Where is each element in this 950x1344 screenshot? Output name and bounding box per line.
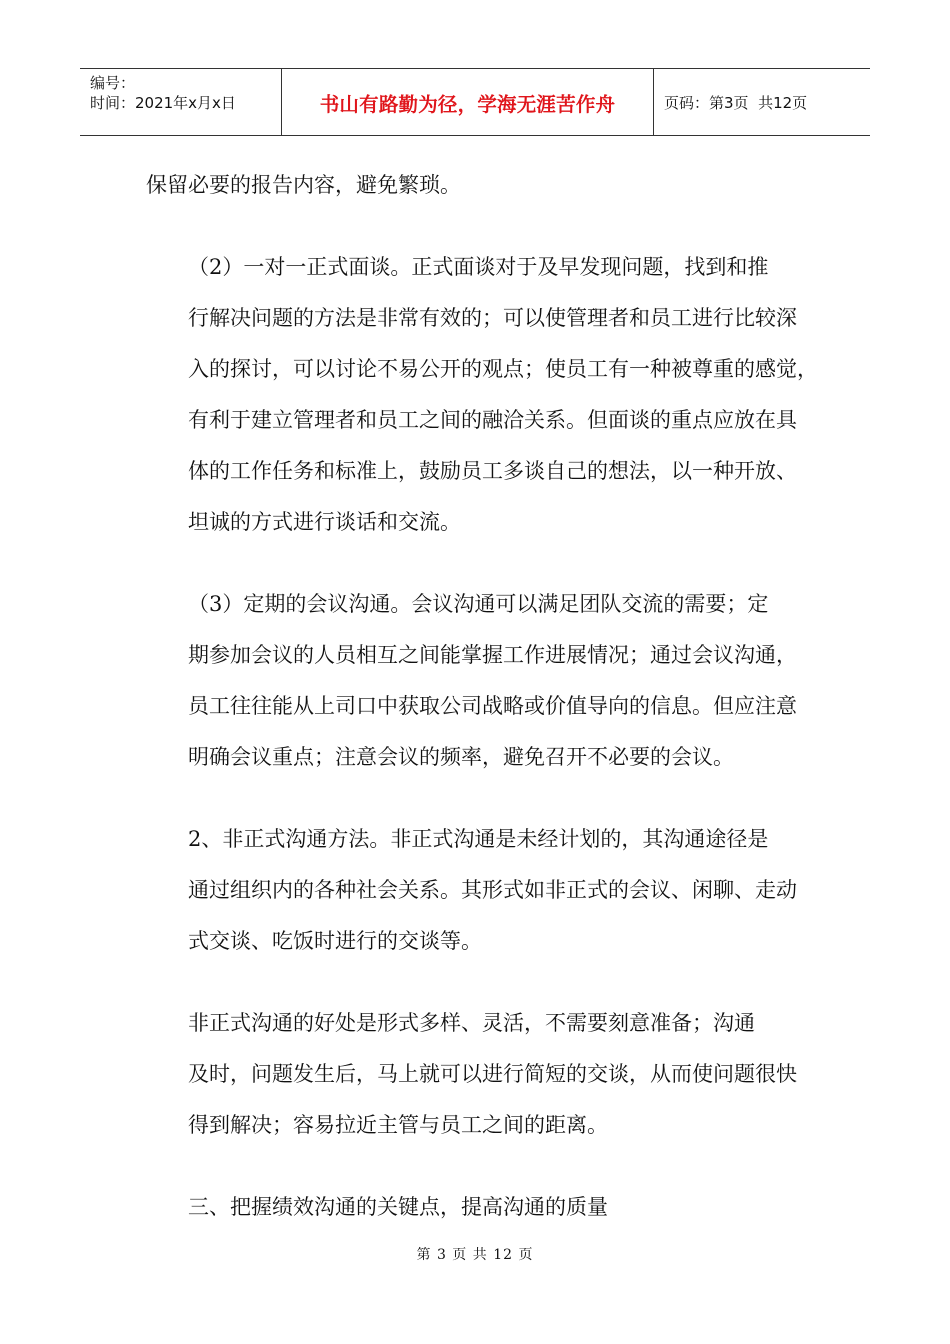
text-line: 式交谈、吃饭时进行的交谈等。 [188, 929, 482, 953]
text-line: 期参加会议的人员相互之间能掌握工作进展情况；通过会议沟通， [188, 643, 797, 667]
text-line: 体的工作任务和标准上，鼓励员工多谈自己的想法，以一种开放、 [188, 459, 797, 483]
section-heading [146, 1182, 846, 1233]
text-line: （3）定期的会议沟通。会议沟通可以满足团队交流的需要；定 [188, 592, 769, 616]
header-motto-cell [282, 69, 654, 135]
text-line: 及时，问题发生后，马上就可以进行简短的交谈，从而使问题很快 [188, 1062, 797, 1086]
text-line: 员工往往能从上司口中获取公司战略或价值导向的信息。但应注意 [188, 694, 797, 718]
text-line: 通过组织内的各种社会关系。其形式如非正式的会议、闲聊、走动 [188, 878, 797, 902]
text-line: 行解决问题的方法是非常有效的；可以使管理者和员工进行比较深 [188, 306, 797, 330]
paragraph-informal-methods [146, 814, 846, 967]
page-header [80, 68, 870, 136]
footer-page-number: 第 3 页 共 12 页 [416, 1247, 534, 1263]
document-number-label: 编号： [90, 74, 136, 92]
text-line: 得到解决；容易拉近主管与员工之间的距离。 [188, 1113, 608, 1137]
text-line: （2）一对一正式面谈。正式面谈对于及早发现问题，找到和推 [188, 255, 769, 279]
paragraph-informal-benefits [146, 998, 846, 1151]
text-line: 保留必要的报告内容，避免繁琐。 [146, 173, 461, 197]
header-motto: 书山有路勤为径，学海无涯苦作舟 [319, 93, 616, 116]
text-line: 有利于建立管理者和员工之间的融洽关系。但面谈的重点应放在具 [188, 408, 797, 432]
header-page-cell [654, 69, 870, 135]
paragraph-regular-meetings [146, 579, 846, 783]
document-body [146, 160, 846, 1264]
document-date-label: 时间：2021年x月x日 [90, 94, 236, 112]
header-meta-cell [80, 69, 282, 135]
text-line: 入的探讨，可以讨论不易公开的观点；使员工有一种被尊重的感觉， [188, 357, 818, 381]
text-line: 2、非正式沟通方法。非正式沟通是未经计划的，其沟通途径是 [188, 827, 769, 851]
text-line: 非正式沟通的好处是形式多样、灵活，不需要刻意准备；沟通 [188, 1011, 755, 1035]
text-line: 明确会议重点；注意会议的频率，避免召开不必要的会议。 [188, 745, 734, 769]
paragraph-continuation [146, 160, 846, 211]
header-page-info: 页码：第3页 共12页 [664, 93, 808, 112]
text-line: 三、把握绩效沟通的关键点，提高沟通的质量 [188, 1195, 608, 1219]
text-line: 坦诚的方式进行谈话和交流。 [188, 510, 461, 534]
page-footer [0, 1244, 950, 1264]
paragraph-one-on-one-interview [146, 242, 846, 548]
